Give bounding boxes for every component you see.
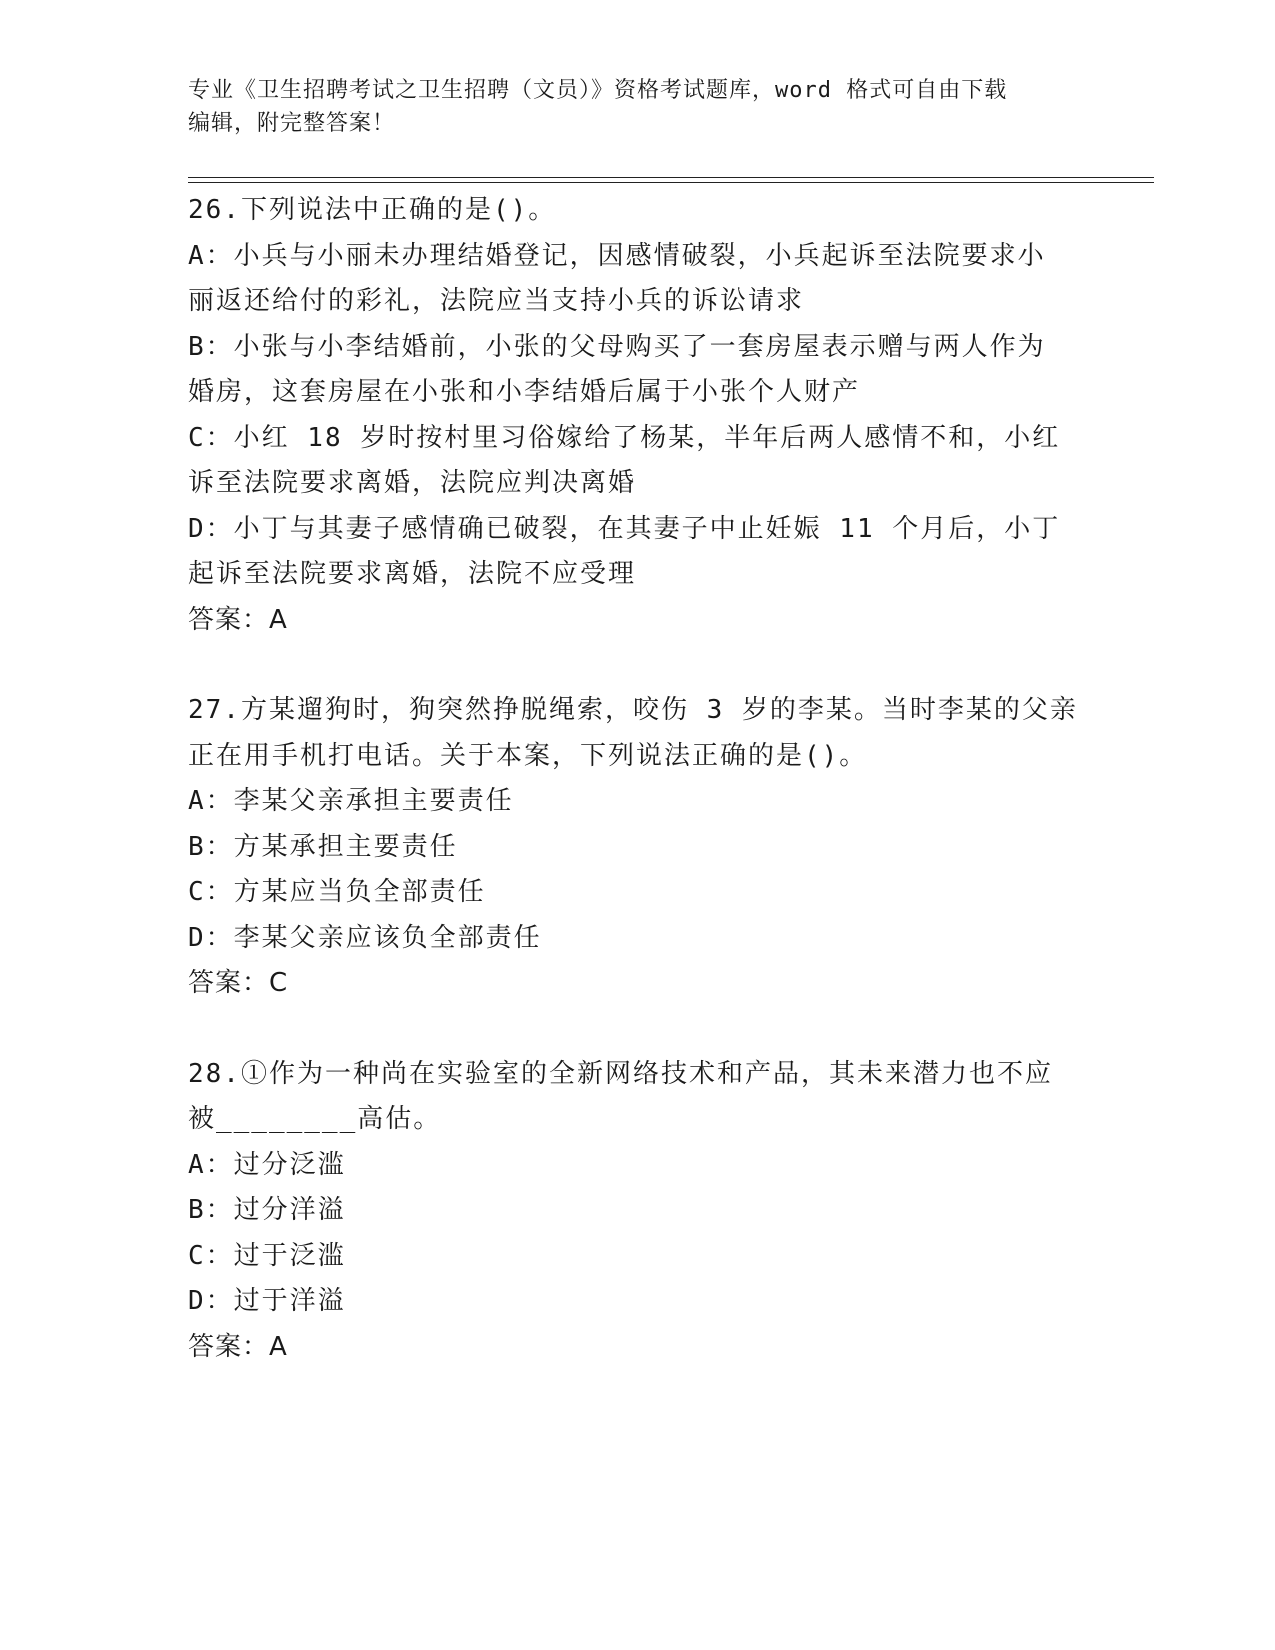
question-stem-cont: 被________高估。 xyxy=(188,1104,442,1134)
header-line-2: 编辑，附完整答案！ xyxy=(188,111,396,136)
question-26 xyxy=(188,188,1088,643)
answer-label: 答案：C xyxy=(188,968,289,998)
option-b: B：小张与小李结婚前，小张的父母购买了一套房屋表示赠与两人作为 xyxy=(188,331,1046,362)
header-rule-bottom xyxy=(188,182,1154,183)
answer-label: 答案：A xyxy=(188,604,288,635)
option-d: D：李某父亲应该负全部责任 xyxy=(188,922,542,953)
option-c: C：方某应当负全部责任 xyxy=(188,877,486,907)
header-line-1: 专业《卫生招聘考试之卫生招聘（文员）》资格考试题库，word 格式可自由下载 xyxy=(188,78,1008,103)
option-a: A：小兵与小丽未办理结婚登记，因感情破裂，小兵起诉至法院要求小 xyxy=(188,240,1046,271)
option-b: B：方某承担主要责任 xyxy=(188,831,458,862)
option-d: D：小丁与其妻子感情确已破裂，在其妻子中止妊娠 11 个月后，小丁 xyxy=(188,513,1061,544)
option-c: C：小红 18 岁时按村里习俗嫁给了杨某，半年后两人感情不和，小红 xyxy=(188,422,1061,453)
option-c-cont: 诉至法院要求离婚，法院应判决离婚 xyxy=(188,468,637,498)
option-a-cont: 丽返还给付的彩礼，法院应当支持小兵的诉讼请求 xyxy=(188,286,805,316)
option-c: C：过于泛滥 xyxy=(188,1240,346,1271)
question-list xyxy=(188,188,1088,1370)
option-b-cont: 婚房，这套房屋在小张和小李结婚后属于小张个人财产 xyxy=(188,377,861,407)
question-stem: 28.①作为一种尚在实验室的全新网络技术和产品，其未来潜力也不应 xyxy=(188,1058,1053,1089)
option-a: A：李某父亲承担主要责任 xyxy=(188,786,514,816)
header-rule-top xyxy=(188,177,1154,178)
answer-label: 答案：A xyxy=(188,1331,288,1362)
question-28 xyxy=(188,1052,1088,1371)
question-27 xyxy=(188,688,1088,1007)
question-stem: 26.下列说法中正确的是()。 xyxy=(188,195,557,225)
document-header xyxy=(188,74,1088,140)
option-d-cont: 起诉至法院要求离婚，法院不应受理 xyxy=(188,559,637,589)
question-stem: 27.方某遛狗时，狗突然挣脱绳索，咬伤 3 岁的李某。当时李某的父亲 xyxy=(188,695,1078,725)
option-d: D：过于洋溢 xyxy=(188,1286,346,1316)
question-stem-cont: 正在用手机打电话。关于本案，下列说法正确的是()。 xyxy=(188,740,868,771)
option-b: B：过分洋溢 xyxy=(188,1195,346,1225)
option-a: A：过分泛滥 xyxy=(188,1149,346,1180)
